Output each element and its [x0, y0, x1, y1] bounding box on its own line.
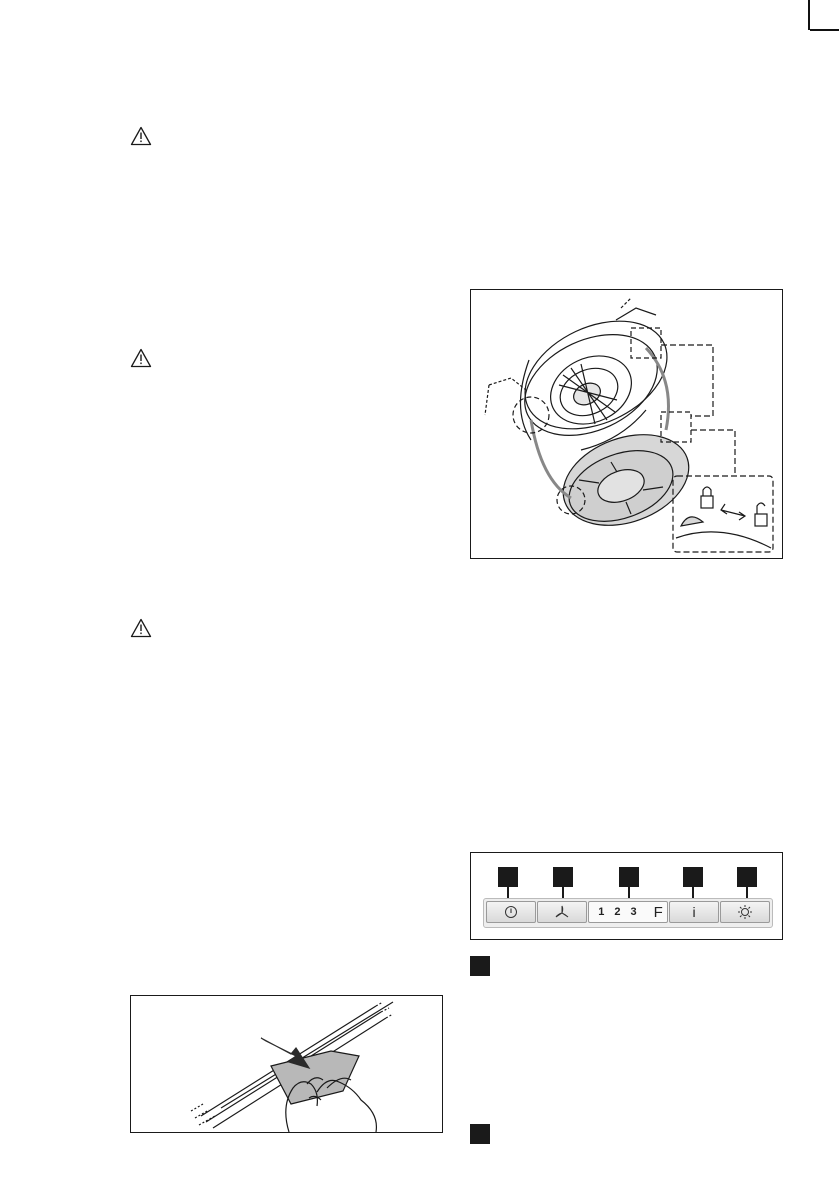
callout-marker-3 [619, 867, 639, 887]
grease-filter-removal-figure [130, 995, 443, 1133]
light-bulb-icon [737, 904, 753, 920]
warning-triangle-icon [130, 126, 152, 146]
carbon-filter-installation-figure [470, 289, 783, 559]
power-icon [504, 905, 518, 919]
control-panel-figure [470, 852, 783, 940]
crop-mark-horizontal-icon [810, 29, 839, 31]
filter-indicator: F [653, 903, 663, 921]
power-button[interactable] [486, 901, 536, 923]
speed-2-indicator: 2 [614, 906, 621, 918]
warning-triangle-icon [130, 348, 152, 368]
light-button[interactable] [720, 901, 770, 923]
warning-triangle-icon [130, 618, 152, 638]
speed-1-indicator: 1 [598, 906, 605, 918]
info-label: i [692, 904, 696, 920]
crop-mark-vertical-icon [808, 0, 810, 30]
callout-marker-2 [553, 867, 573, 887]
callout-marker-1 [498, 867, 518, 887]
callout-marker-4 [683, 867, 703, 887]
legend-marker-2 [470, 1124, 490, 1144]
fan-speed-display [588, 901, 668, 923]
info-button[interactable] [669, 901, 719, 923]
legend-marker-1 [470, 956, 490, 976]
callout-marker-5 [737, 867, 757, 887]
fan-button[interactable] [537, 901, 587, 923]
fan-icon [554, 905, 570, 919]
speed-3-indicator: 3 [630, 906, 637, 918]
